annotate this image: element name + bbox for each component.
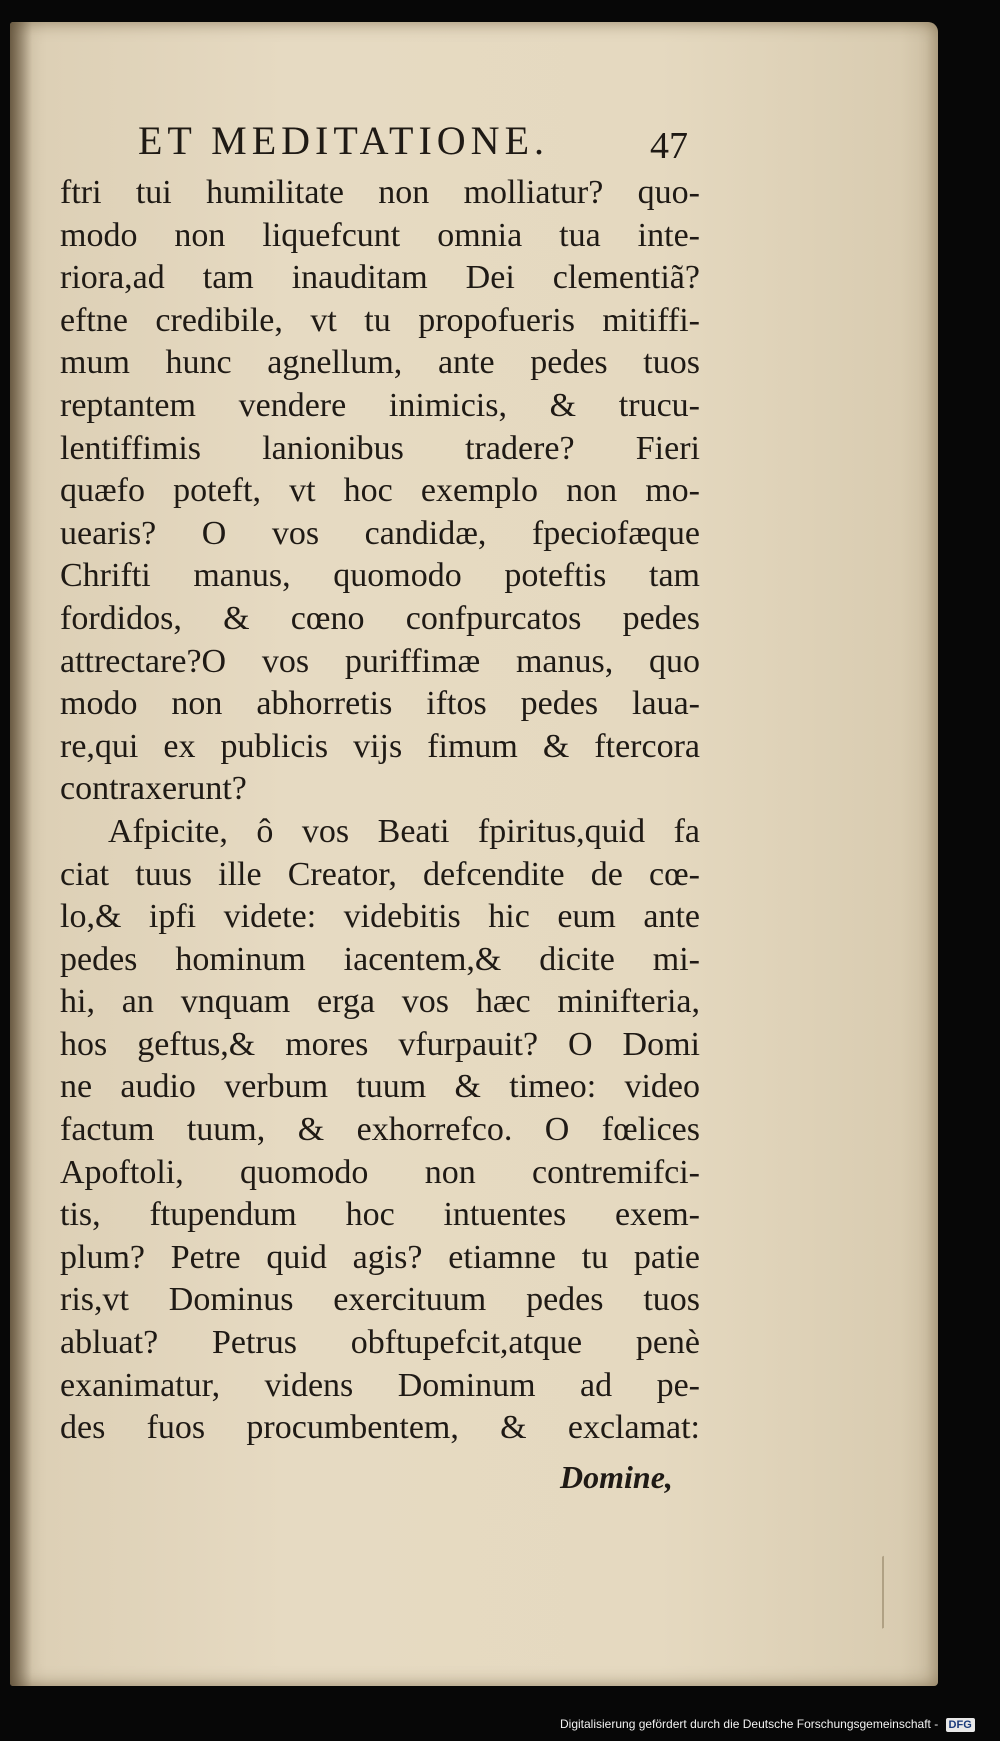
catchword: Domine,	[560, 1459, 673, 1495]
text-line: riora,ad tam inauditam Dei clementiã?	[60, 259, 700, 297]
book-page	[10, 22, 938, 1686]
text-line: hos geftus,& mores vfurpauit? O Domi	[60, 1025, 700, 1063]
text-line: exanimatur, videns Dominum ad pe-	[60, 1366, 700, 1404]
text-line: pedes hominum iacentem,& dicite mi-	[60, 940, 700, 978]
text-line: lo,& ipfi videte: videbitis hic eum ante	[60, 898, 700, 936]
text-line: hi, an vnquam erga vos hæc minifteria,	[60, 983, 700, 1021]
text-line: re,qui ex publicis vijs fimum & ftercora	[60, 727, 700, 765]
text-line: Chrifti manus, quomodo poteftis tam	[60, 557, 700, 595]
text-line: uearis? O vos candidæ, fpeciofæque	[60, 514, 700, 552]
text-line: factum tuum, & exhorrefco. O fœlices	[60, 1111, 700, 1149]
text-line: ftri tui humilitate non molliatur? quo-	[60, 174, 700, 211]
text-line: ne audio verbum tuum & timeo: video	[60, 1068, 700, 1106]
dfg-logo-icon: DFG	[946, 1718, 975, 1732]
text-line: mum hunc agnellum, ante pedes tuos	[60, 344, 700, 382]
text-line: plum? Petre quid agis? etiamne tu patie	[60, 1238, 700, 1276]
text-line: modo non abhorretis iftos pedes laua-	[60, 685, 700, 723]
text-line: quæfo poteft, vt hoc exemplo non mo-	[60, 472, 700, 510]
text-line: abluat? Petrus obftupefcit,atque penè	[60, 1324, 700, 1362]
running-head: ET MEDITATIONE.	[138, 118, 549, 163]
page-number: 47	[650, 125, 688, 167]
text-line: ris,vt Dominus exercituum pedes tuos	[60, 1281, 700, 1319]
text-line: des fuos procumbentem, & exclamat:	[60, 1409, 700, 1447]
text-line: attrectare?O vos puriffimæ manus, quo	[60, 642, 700, 680]
text-line: tis, ftupendum hoc intuentes exem-	[60, 1196, 700, 1234]
body-text	[60, 172, 700, 1450]
text-line: ciat tuus ille Creator, defcendite de cœ-	[60, 855, 700, 893]
gutter-shadow	[10, 22, 32, 1686]
text-line: modo non liquefcunt omnia tua inte-	[60, 216, 700, 254]
text-line: contraxerunt?	[60, 770, 247, 808]
digitization-credit	[560, 1717, 975, 1732]
text-line: Afpicite, ô vos Beati fpiritus,quid fa	[108, 812, 700, 850]
text-line: Apoftoli, quomodo non contremifci-	[60, 1153, 700, 1191]
text-line: fordidos, & cœno confpurcatos pedes	[60, 599, 700, 637]
credit-text: Digitalisierung gefördert durch die Deutsche Forschungsgemeinschaft -	[560, 1717, 939, 1731]
text-line: eftne credibile, vt tu propofueris mitiffi-	[60, 301, 700, 339]
text-line: reptantem vendere inimicis, & trucu-	[60, 386, 700, 424]
page-corner-fold	[882, 1531, 930, 1629]
text-line: lentiffimis lanionibus tradere? Fieri	[60, 429, 700, 467]
